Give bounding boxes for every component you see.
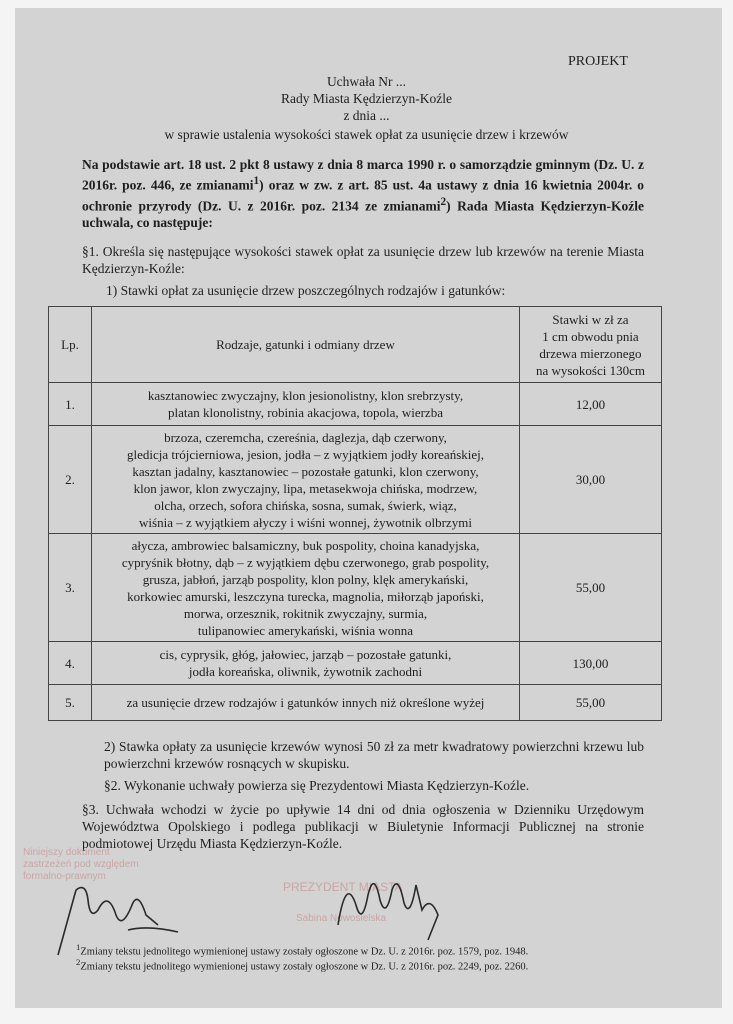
rate-value: 55,00 — [520, 685, 662, 721]
resolution-number: Uchwała Nr ... — [326, 74, 407, 89]
row-number: 4. — [49, 642, 92, 685]
council-name: Rady Miasta Kędzierzyn-Koźle — [281, 91, 452, 106]
resolution-subject: w sprawie ustalenia wysokości stawek opłat za usunięcie drzew i krzewów — [164, 127, 569, 142]
footnote-2: $^2$Zmiany tekstu jednolitego wymienionej ustawy zostały ogłoszone w Dz. U. z 2016r. poz. 2249, poz. 2260. — [76, 957, 529, 973]
row-number: 1. — [49, 383, 92, 426]
row-number: 5. — [49, 685, 92, 721]
row-number: 3. — [49, 534, 92, 642]
section-3: §3. Uchwała wchodzi w życie po upływie 14 dni od dnia ogłoszenia w Dzienniku Urzędowym Województwa Opolskiego i podlega publikacji w Biuletynie Informacji Publicznej na stronie podmiotowej Urzędu Miasta Kędzierzyn-Koźle. — [82, 802, 644, 851]
row-number: 2. — [49, 426, 92, 534]
legal-check-stamp-line: Niniejszy dokument — [23, 847, 110, 858]
rate-value: 30,00 — [520, 426, 662, 534]
rate-value: 55,00 — [520, 534, 662, 642]
legal-basis: Na podstawie art. 18 ust. 2 pkt 8 ustawy z dnia 8 marca 1990 r. o samorządzie gminnym (Dz. U. z 2016r. poz. 446, ze zmianami$^1$) oraz w zw. z art. 85 ust. 4a ustawy z dnia 16 kwietnia 2004r. o ochronie przyrody (Dz. U. z 2016r. poz. 2134 ze zmianami$^2$) Rada Miasta Kędzierzyn-Koźle uchwala, co następuje: — [82, 157, 645, 230]
president-stamp: PREZYDENT MIASTA — [283, 880, 403, 894]
table-row — [49, 642, 662, 685]
col-lp: Lp. — [49, 307, 92, 383]
rate-value: 12,00 — [520, 383, 662, 426]
tree-species: ałycza, ambrowiec balsamiczny, buk pospolity, choina kanadyjska, cypryśnik błotny, dąb – z wyjątkiem dębu czerwonego, grab pospolity, grusza, jabłoń, jarząb pospolity, klon polny, klęk amerykański, korkowiec amurski, leszczyna turecka, magnolia, miłorząb japoński, morwa, orzesznik, rokitnik zwyczajny, surmia, tulipanowiec amerykański, wiśnia wonna — [92, 534, 520, 642]
table-row — [49, 383, 662, 426]
fee-table — [48, 306, 662, 721]
tree-species: za usunięcie drzew rodzajów i gatunków innych niż określone wyżej — [92, 685, 520, 721]
resolution-date: z dnia ... — [343, 108, 390, 123]
section-1: §1. Określa się następujące wysokości stawek opłat za usunięcie drzew lub krzewów na terenie Miasta Kędzierzyn-Koźle: — [82, 244, 644, 276]
rate-value: 130,00 — [520, 642, 662, 685]
table-row — [49, 426, 662, 534]
col-rate: Stawki w zł za 1 cm obwodu pnia drzewa mierzonego na wysokości 130cm — [520, 307, 662, 383]
table-row — [49, 685, 662, 721]
table-row — [49, 534, 662, 642]
item-2: 2) Stawka opłaty za usunięcie krzewów wynosi 50 zł za metr kwadratowy powierzchni krzewu lub powierzchni krzewów rosnących w skupisku. — [104, 739, 644, 771]
president-name-stamp: Sabina Nowosielska — [296, 913, 387, 924]
tree-species: brzoza, czeremcha, czereśnia, daglezja, dąb czerwony, gledicja trójcierniowa, jesion, jodła – z wyjątkiem jodły koreańskiej, kasztan jadalny, kasztanowiec – pozostałe gatunki, klon czerwony, klon jawor, klon zwyczajny, lipa, metasekwoja chińska, modrzew, olcha, orzech, sofora chińska, sosna, sumak, świerk, wiąz, wiśnia – z wyjątkiem ałyczy i wiśni wonnej, żywotnik olbrzymi — [92, 426, 520, 534]
col-kinds: Rodzaje, gatunki i odmiany drzew — [92, 307, 520, 383]
legal-check-stamp-line: formalno-prawnym — [23, 871, 106, 882]
signature-right — [318, 855, 458, 945]
draft-label: PROJEKT — [568, 54, 628, 69]
tree-species: cis, cyprysik, głóg, jałowiec, jarząb – pozostałe gatunki, jodła koreańska, oliwnik, żywotnik zachodni — [92, 642, 520, 685]
section-2: §2. Wykonanie uchwały powierza się Prezydentowi Miasta Kędzierzyn-Koźle. — [104, 778, 530, 793]
footnote-1: $^1$Zmiany tekstu jednolitego wymienionej ustawy zostały ogłoszone w Dz. U. z 2016r. poz. 1579, poz. 1948. — [76, 942, 529, 958]
item-1: 1) Stawki opłat za usunięcie drzew poszczególnych rodzajów i gatunków: — [106, 283, 506, 298]
tree-species: kasztanowiec zwyczajny, klon jesionolistny, klon srebrzysty, platan klonolistny, robinia akacjowa, topola, wierzba — [92, 383, 520, 426]
table-header-row — [49, 307, 662, 383]
legal-check-stamp-line: zastrzeżeń pod względem — [23, 859, 139, 870]
